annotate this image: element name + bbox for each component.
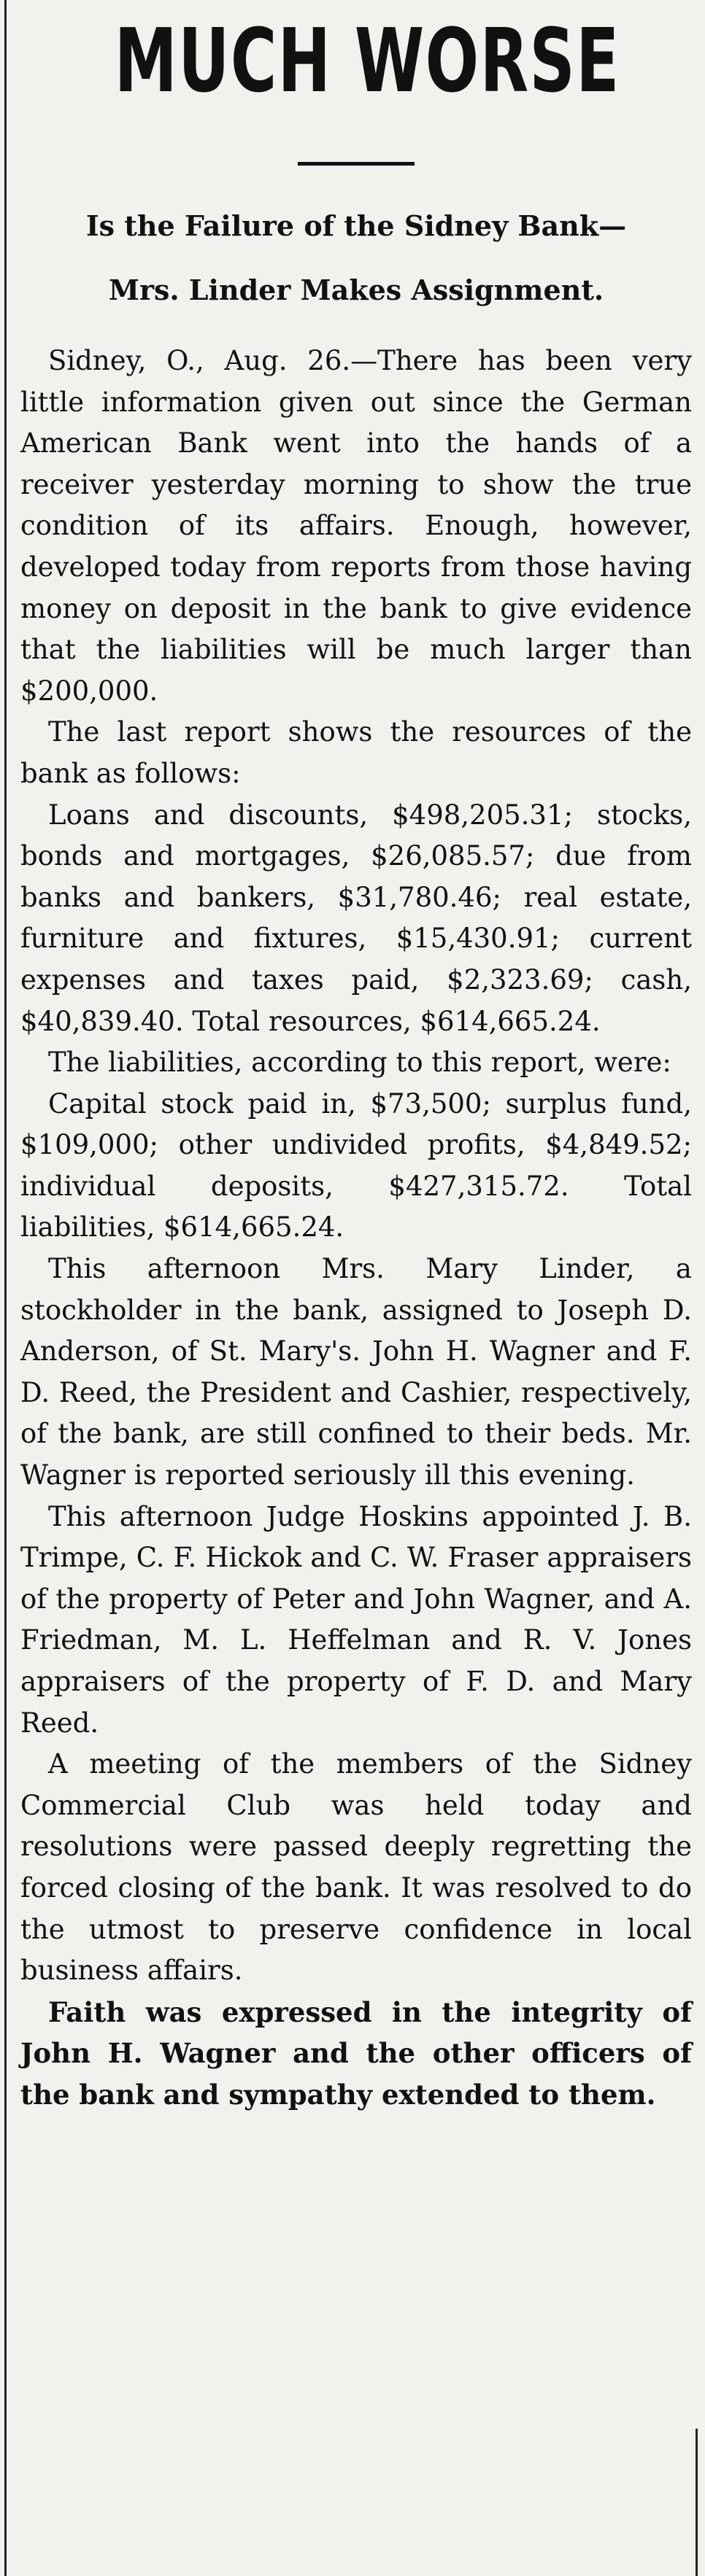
article-body [20,341,692,2116]
column-rule-left [4,0,7,2576]
article-paragraph: This afternoon Judge Hoskins appointed J. B. Trimpe, C. F. Hickok and C. W. Fraser appraisers of the property of Peter and John Wagner, and A. Friedman, M. L. Heffelman and R. V. Jones appraisers of the property of F. D. and Mary Reed. [20,1500,692,1739]
headline-divider [298,162,415,166]
column-rule-right [696,2429,698,2576]
article-paragraph: The last report shows the resources of the bank as follows: [20,716,692,789]
resources-list: Loans and discounts, $498,205.31; stocks, bonds and mortgages, $26,085.57; due from banks and bankers, $31,780.46; real estate, furniture and fixtures, $15,430.91; current expenses and taxes paid, $2,323.69; cash, $40,839.40. Total resources, $614,665.24. [20,799,692,1037]
subheadline: Is the Failure of the Sidney Bank— [85,209,627,242]
liabilities-list: Capital stock paid in, $73,500; surplus fund, $109,000; other undivided profits, $4,849.52; individual deposits, $427,315.72. Total liabilities, $614,665.24. [20,1087,692,1244]
closing-paragraph: Faith was expressed in the integrity of John H. Wagner and the other officers of the bank and sympathy extended to them. [20,1995,692,2111]
subheadline-secondary: Mrs. Linder Makes Assignment. [108,273,604,306]
news-clipping [20,0,692,2576]
article-paragraph: This afternoon Mrs. Mary Linder, a stockholder in the bank, assigned to Joseph D. Anderson, of St. Mary's. John H. Wagner and F. D. Reed, the President and Cashier, respectively, of the bank, are still confined to their beds. Mr. Wagner is reported seriously ill this evening. [20,1253,692,1491]
headline: MUCH WORSE [114,11,620,112]
article-paragraph: The liabilities, according to this report, were: [48,1047,671,1079]
article-paragraph: Sidney, O., Aug. 26.—There has been very little information given out since the German American Bank went into the hands of a receiver yesterday morning to show the true condition of its affairs. Enough, however, developed today from reports from those having money on deposit in the bank to give evidence that the liabilities will be much larger than $200,000. [20,345,692,707]
article-paragraph: A meeting of the members of the Sidney Commercial Club was held today and resolutions were passed deeply regretting the forced closing of the bank. It was resolved to do the utmost to preserve confidence in local business affairs. [20,1748,692,1987]
